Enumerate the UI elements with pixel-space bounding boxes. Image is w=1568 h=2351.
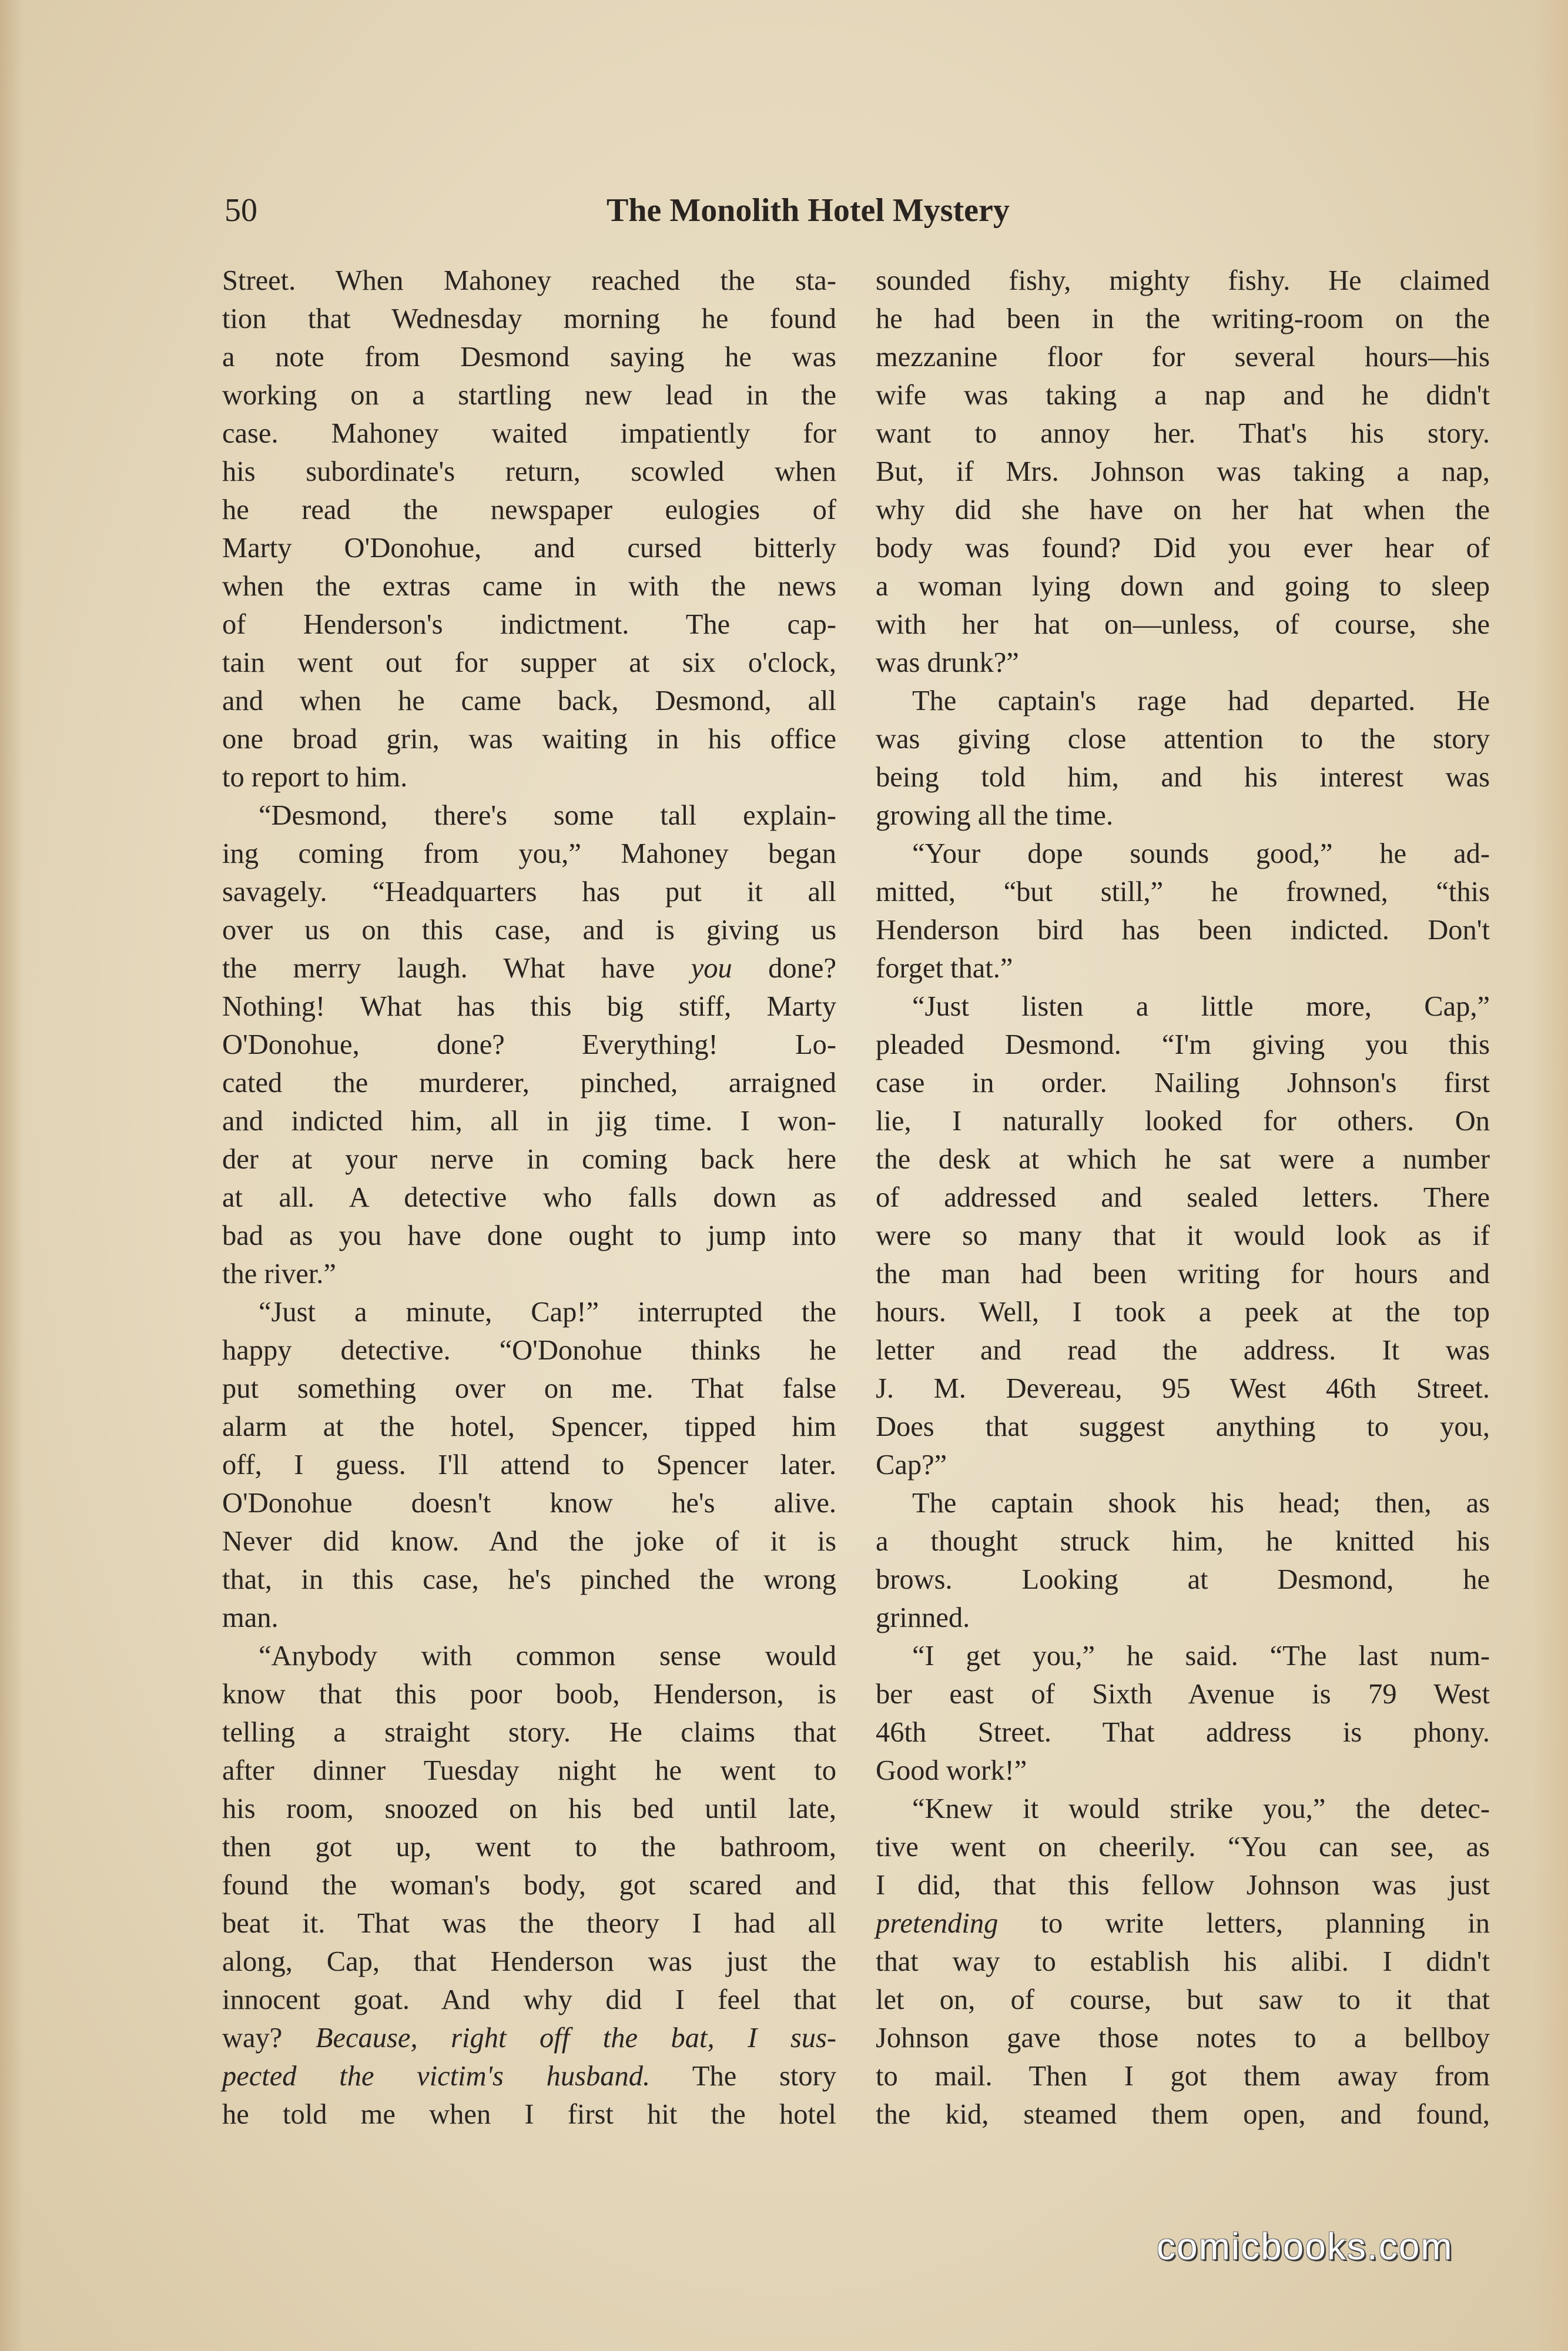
text-line: pretending to write letters, planning in [876,1908,1490,1939]
text-line: letter and read the address. It was [876,1335,1490,1366]
text-line: pleaded Desmond. “I'm giving you this [876,1029,1490,1060]
text-line: O'Donohue doesn't know he's alive. [222,1488,836,1519]
text-line: tion that Wednesday morning he found [222,303,836,334]
text-line: O'Donohue, done? Everything! Lo- [222,1029,836,1060]
text-line: Nothing! What has this big stiff, Marty [222,991,836,1022]
text-line: forget that.” [876,953,1013,984]
text-line: at all. A detective who falls down as [222,1182,836,1213]
text-line: his subordinate's return, scowled when [222,456,836,487]
text-line: know that this poor boob, Henderson, is [222,1679,836,1710]
text-line: The captain shook his head; then, as [912,1488,1490,1519]
text-line: case. Mahoney waited impatiently for [222,418,836,449]
text-line: grinned. [876,1602,970,1633]
watermark: comicbooks.com [1157,2225,1453,2268]
text-line: he told me when I first hit the hotel [222,2099,836,2130]
text-line: his room, snoozed on his bed until late, [222,1793,836,1824]
text-line: to mail. Then I got them away from [876,2061,1490,2092]
text-line: way? Because, right off the bat, I sus- [222,2022,836,2054]
text-line: sounded fishy, mighty fishy. He claimed [876,265,1490,296]
text-line: “Your dope sounds good,” he ad- [912,838,1490,869]
text-line: why did she have on her hat when the [876,494,1490,525]
text-line: put something over on me. That false [222,1373,836,1404]
text-line: “Desmond, there's some tall explain- [259,800,836,831]
text-line: was drunk?” [876,647,1019,678]
text-line: over us on this case, and is giving us [222,915,836,946]
text-line: after dinner Tuesday night he went to [222,1755,836,1786]
text-line: case in order. Nailing Johnson's first [876,1067,1490,1099]
text-line: let on, of course, but saw to it that [876,1984,1490,2015]
text-line: Does that suggest anything to you, [876,1411,1490,1442]
text-line: Henderson bird has been indicted. Don't [876,915,1490,946]
text-line: off, I guess. I'll attend to Spencer later. [222,1449,836,1481]
text-line: alarm at the hotel, Spencer, tipped him [222,1411,836,1442]
text-line: man. [222,1602,279,1633]
text-line: growing all the time. [876,800,1114,831]
text-line: bad as you have done ought to jump into [222,1220,836,1251]
text-line: innocent goat. And why did I feel that [222,1984,836,2015]
text-line: pected the victim's husband. The story [222,2061,836,2092]
text-line: one broad grin, was waiting in his office [222,724,836,755]
text-line: happy detective. “O'Donohue thinks he [222,1335,836,1366]
text-line: and indicted him, all in jig time. I won- [222,1106,836,1137]
text-line: mitted, “but still,” he frowned, “this [876,876,1490,907]
text-line: the kid, steamed them open, and found, [876,2099,1490,2130]
text-line: when the extras came in with the news [222,571,836,602]
text-line: “Anybody with common sense would [259,1640,836,1672]
text-line: working on a startling new lead in the [222,380,836,411]
text-line: Good work!” [876,1755,1027,1786]
text-line: Marty O'Donohue, and cursed bitterly [222,533,836,564]
text-line: a woman lying down and going to sleep [876,571,1490,602]
text-line: Street. When Mahoney reached the sta- [222,265,836,296]
text-line: “Just listen a little more, Cap,” [912,991,1490,1022]
text-line: to report to him. [222,762,408,793]
text-line: brows. Looking at Desmond, he [876,1564,1490,1595]
page-edge-shadow-left [0,0,24,2351]
text-line: beat it. That was the theory I had all [222,1908,836,1939]
text-line: want to annoy her. That's his story. [876,418,1490,449]
text-line: body was found? Did you ever hear of [876,533,1490,564]
text-line: hours. Well, I took a peek at the top [876,1297,1490,1328]
text-line: der at your nerve in coming back here [222,1144,836,1175]
text-line: ing coming from you,” Mahoney began [222,838,836,869]
text-line: with her hat on—unless, of course, she [876,609,1490,640]
page-edge-shadow-right [1533,0,1568,2351]
text-line: that, in this case, he's pinched the wrong [222,1564,836,1595]
text-line: J. M. Devereau, 95 West 46th Street. [876,1373,1490,1404]
text-line: ber east of Sixth Avenue is 79 West [876,1679,1490,1710]
text-line: were so many that it would look as if [876,1220,1490,1251]
text-column-left [222,262,836,2134]
text-line: Cap?” [876,1449,947,1481]
text-line: he read the newspaper eulogies of [222,494,836,525]
running-title: The Monolith Hotel Mystery [607,192,1010,229]
text-line: tive went on cheerily. “You can see, as [876,1831,1490,1863]
text-line: along, Cap, that Henderson was just the [222,1946,836,1977]
text-line: telling a straight story. He claims that [222,1717,836,1748]
text-line: Johnson gave those notes to a bellboy [876,2022,1490,2054]
text-line: tain went out for supper at six o'clock, [222,647,836,678]
text-line: the river.” [222,1258,336,1290]
page-number: 50 [225,192,257,229]
text-line: was giving close attention to the story [876,724,1490,755]
text-line: cated the murderer, pinched, arraigned [222,1067,836,1099]
text-line: “I get you,” he said. “The last num- [912,1640,1490,1672]
text-line: a thought struck him, he knitted his [876,1526,1490,1557]
text-line: mezzanine floor for several hours—his [876,341,1490,373]
text-line: lie, I naturally looked for others. On [876,1106,1490,1137]
text-line: I did, that this fellow Johnson was just [876,1870,1490,1901]
text-line: 46th Street. That address is phony. [876,1717,1490,1748]
text-line: of addressed and sealed letters. There [876,1182,1490,1213]
text-line: he had been in the writing-room on the [876,303,1490,334]
text-line: Never did know. And the joke of it is [222,1526,836,1557]
text-line: that way to establish his alibi. I didn't [876,1946,1490,1977]
text-line: found the woman's body, got scared and [222,1870,836,1901]
text-line: of Henderson's indictment. The cap- [222,609,836,640]
text-column-right [876,262,1490,2134]
text-line: The captain's rage had departed. He [912,685,1490,716]
text-line: savagely. “Headquarters has put it all [222,876,836,907]
text-line: a note from Desmond saying he was [222,341,836,373]
text-line: “Knew it would strike you,” the detec- [912,1793,1490,1824]
text-line: “Just a minute, Cap!” interrupted the [259,1297,836,1328]
text-line: the merry laugh. What have you done? [222,953,836,984]
text-line: and when he came back, Desmond, all [222,685,836,716]
text-line: then got up, went to the bathroom, [222,1831,836,1863]
text-line: wife was taking a nap and he didn't [876,380,1490,411]
text-line: the desk at which he sat were a number [876,1144,1490,1175]
text-line: being told him, and his interest was [876,762,1490,793]
text-line: But, if Mrs. Johnson was taking a nap, [876,456,1490,487]
text-line: the man had been writing for hours and [876,1258,1490,1290]
